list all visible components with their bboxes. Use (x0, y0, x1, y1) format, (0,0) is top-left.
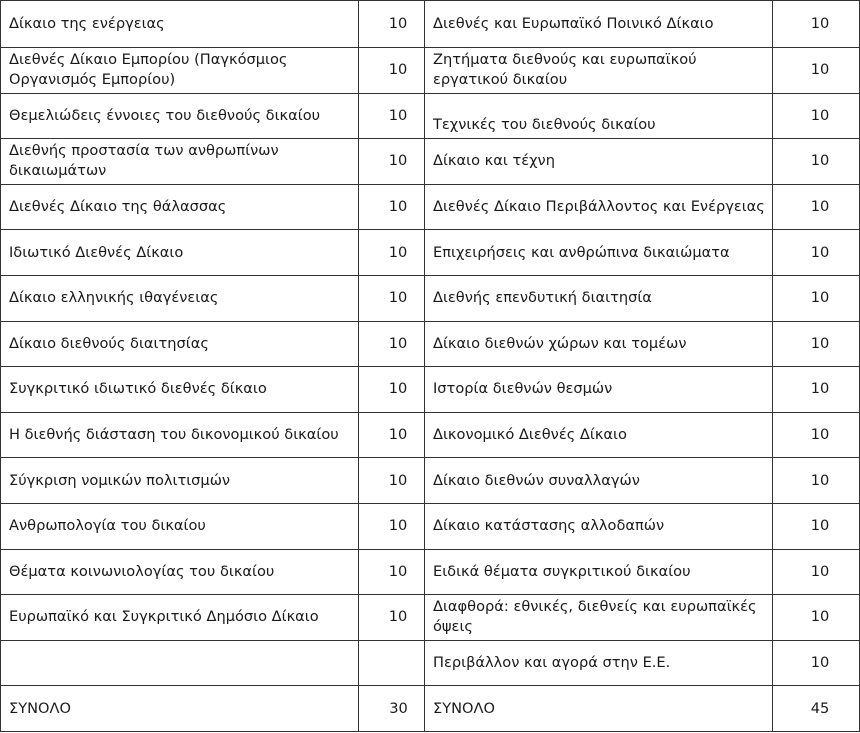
course-name-right: Επιχειρήσεις και ανθρώπινα δικαιώματα (425, 230, 773, 276)
credits-left (359, 640, 425, 686)
table-row (1, 321, 860, 367)
credits-right: 10 (773, 139, 860, 185)
credits-left: 10 (359, 275, 425, 321)
credits-right: 10 (773, 93, 860, 139)
course-name-right: Ζητήματα διεθνούς και ευρωπαϊκού εργατικού δικαίου (425, 48, 773, 94)
course-name-right: Διαφθορά: εθνικές, διεθνείς και ευρωπαϊκές όψεις (425, 595, 773, 641)
course-name-right: Διεθνής επενδυτική διαιτησία (425, 275, 773, 321)
course-name-left: Ανθρωπολογία του δικαίου (1, 503, 359, 549)
course-name-left: Διεθνές Δίκαιο της θάλασσας (1, 184, 359, 230)
table-row (1, 93, 860, 139)
total-label-right: ΣΥΝΟΛΟ (425, 686, 773, 732)
course-name-left: Σύγκριση νομικών πολιτισμών (1, 458, 359, 504)
table-row (1, 230, 860, 276)
total-credits-right: 45 (773, 686, 860, 732)
credits-left: 10 (359, 230, 425, 276)
course-name-right: Δίκαιο διεθνών συναλλαγών (425, 458, 773, 504)
table-row (1, 549, 860, 595)
credits-left: 10 (359, 184, 425, 230)
credits-right: 10 (773, 321, 860, 367)
course-name-right: Δίκαιο διεθνών χώρων και τομέων (425, 321, 773, 367)
credits-left: 10 (359, 367, 425, 413)
course-name-right: Τεχνικές του διεθνούς δικαίου (425, 93, 773, 139)
course-name-left: Ιδιωτικό Διεθνές Δίκαιο (1, 230, 359, 276)
table-row (1, 48, 860, 94)
total-row (1, 686, 860, 732)
course-name-left (1, 640, 359, 686)
credits-left: 10 (359, 1, 425, 48)
course-name-left: Θεμελιώδεις έννοιες του διεθνούς δικαίου (1, 93, 359, 139)
credits-left: 10 (359, 595, 425, 641)
credits-left: 10 (359, 458, 425, 504)
credits-right: 10 (773, 275, 860, 321)
course-name-left: Ευρωπαϊκό και Συγκριτικό Δημόσιο Δίκαιο (1, 595, 359, 641)
table-row (1, 367, 860, 413)
credits-left: 10 (359, 412, 425, 458)
course-name-right: Διεθνές και Ευρωπαϊκό Ποινικό Δίκαιο (425, 1, 773, 48)
credits-right: 10 (773, 367, 860, 413)
table-row (1, 595, 860, 641)
credits-right: 10 (773, 458, 860, 504)
course-name-left: Δίκαιο της ενέργειας (1, 1, 359, 48)
course-name-left: Δίκαιο διεθνούς διαιτησίας (1, 321, 359, 367)
credits-left: 10 (359, 48, 425, 94)
course-name-right: Διεθνές Δίκαιο Περιβάλλοντος και Ενέργειας (425, 184, 773, 230)
course-name-right: Περιβάλλον και αγορά στην Ε.Ε. (425, 640, 773, 686)
table-row (1, 640, 860, 686)
course-name-left: Η διεθνής διάσταση του δικονομικού δικαίου (1, 412, 359, 458)
table-row (1, 458, 860, 504)
table-row (1, 503, 860, 549)
credits-right: 10 (773, 184, 860, 230)
table-row (1, 412, 860, 458)
credits-right: 10 (773, 503, 860, 549)
credits-right: 10 (773, 595, 860, 641)
total-credits-left: 30 (359, 686, 425, 732)
course-name-left: Δίκαιο ελληνικής ιθαγένειας (1, 275, 359, 321)
table-row (1, 184, 860, 230)
course-name-left: Διεθνές Δίκαιο Εμπορίου (Παγκόσμιος Οργανισμός Εμπορίου) (1, 48, 359, 94)
credits-right: 10 (773, 640, 860, 686)
course-name-right: Δίκαιο κατάστασης αλλοδαπών (425, 503, 773, 549)
credits-left: 10 (359, 321, 425, 367)
credits-right: 10 (773, 412, 860, 458)
course-name-left: Διεθνής προστασία των ανθρωπίνων δικαιωμάτων (1, 139, 359, 185)
course-name-left: Θέματα κοινωνιολογίας του δικαίου (1, 549, 359, 595)
credits-right: 10 (773, 1, 860, 48)
credits-left: 10 (359, 503, 425, 549)
credits-left: 10 (359, 549, 425, 595)
course-name-right: Δικονομικό Διεθνές Δίκαιο (425, 412, 773, 458)
credits-right: 10 (773, 549, 860, 595)
course-name-right: Ιστορία διεθνών θεσμών (425, 367, 773, 413)
course-name-left: Συγκριτικό ιδιωτικό διεθνές δίκαιο (1, 367, 359, 413)
table-row (1, 139, 860, 185)
table-row (1, 275, 860, 321)
credits-left: 10 (359, 139, 425, 185)
table-row (1, 1, 860, 48)
credits-right: 10 (773, 230, 860, 276)
course-name-right: Δίκαιο και τέχνη (425, 139, 773, 185)
credits-left: 10 (359, 93, 425, 139)
total-label-left: ΣΥΝΟΛΟ (1, 686, 359, 732)
credits-right: 10 (773, 48, 860, 94)
course-name-right: Ειδικά θέματα συγκριτικού δικαίου (425, 549, 773, 595)
